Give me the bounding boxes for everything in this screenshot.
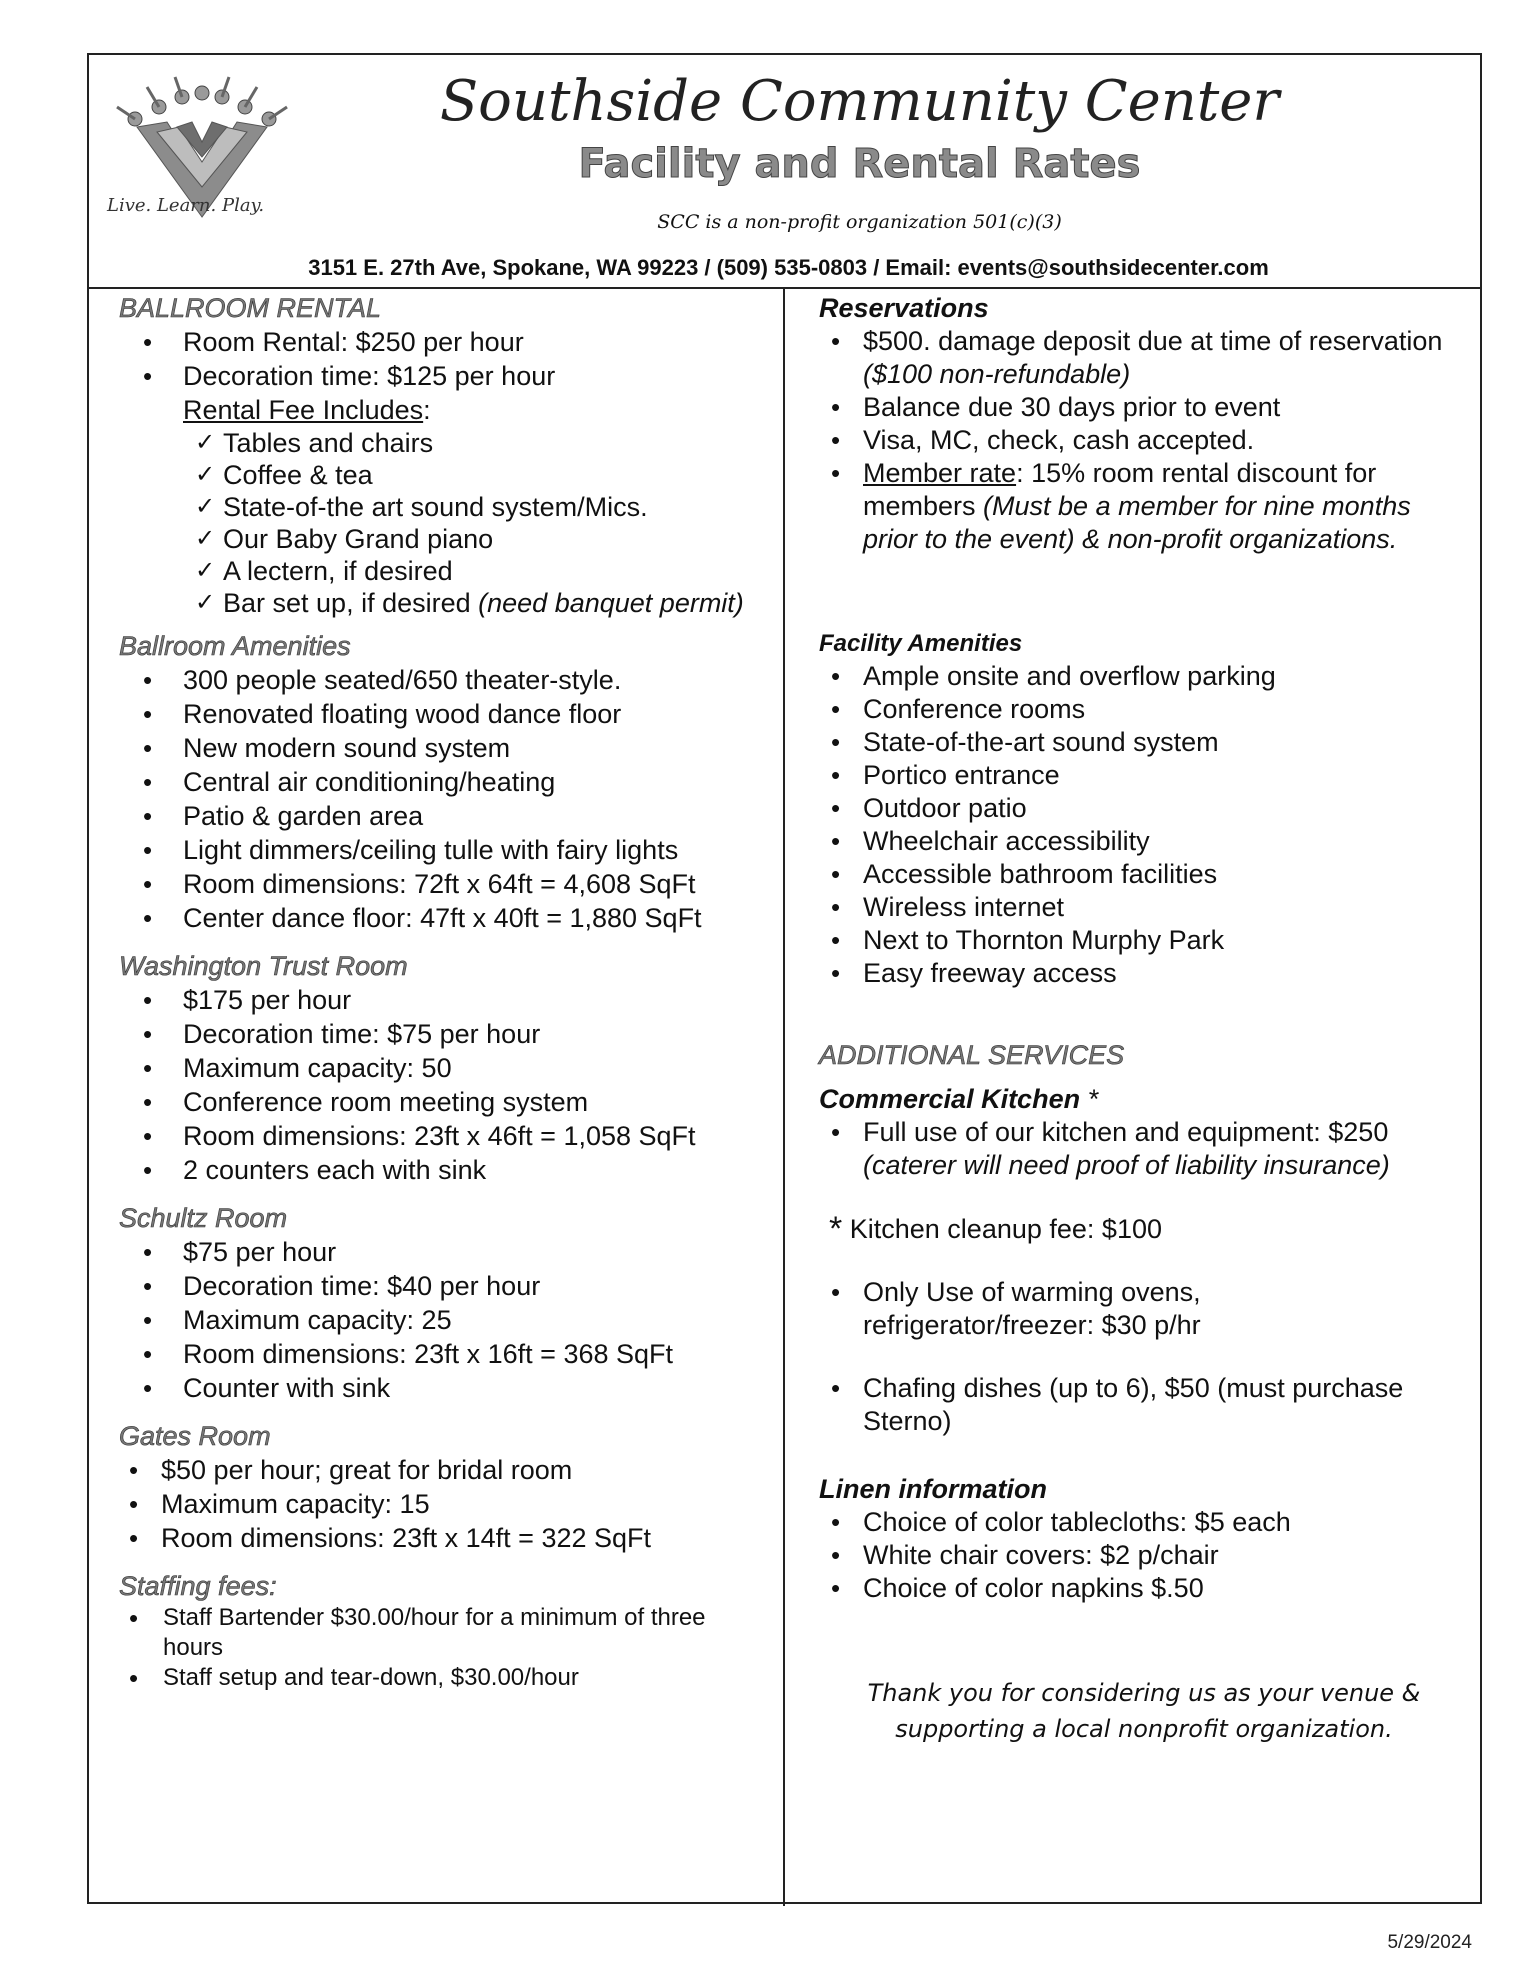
check-item: ✓ Our Baby Grand piano bbox=[119, 523, 779, 555]
thanks-line-2: supporting a local nonprofit organization. bbox=[895, 1715, 1393, 1743]
washington-trust-list bbox=[119, 983, 779, 1187]
reservations-heading: Reservations bbox=[819, 293, 989, 323]
list-item: • $50 per hour; great for bridal room bbox=[119, 1453, 779, 1487]
list-item: • Conference room meeting system bbox=[119, 1085, 779, 1119]
ballroom-amenities-list bbox=[119, 663, 779, 935]
list-item: • Center dance floor: 47ft x 40ft = 1,880 SqFt bbox=[119, 901, 779, 935]
cleanup-text: Kitchen cleanup fee: $100 bbox=[849, 1214, 1162, 1244]
list-item: • Accessible bathroom facilities bbox=[819, 858, 1469, 891]
list-item: • Counter with sink bbox=[119, 1371, 779, 1405]
list-item: • Room Rental: $250 per hour bbox=[119, 325, 779, 359]
list-item: • Decoration time: $75 per hour bbox=[119, 1017, 779, 1051]
list-item: • New modern sound system bbox=[119, 731, 779, 765]
list-item: • Visa, MC, check, cash accepted. bbox=[819, 424, 1469, 457]
kitchen-list bbox=[819, 1116, 1469, 1182]
list-item: • Choice of color napkins $.50 bbox=[819, 1572, 1469, 1605]
list-item: • Patio & garden area bbox=[119, 799, 779, 833]
gates-room-list bbox=[119, 1453, 779, 1555]
deposit-item bbox=[819, 325, 1469, 391]
rental-fee-includes-label bbox=[119, 393, 779, 427]
facility-amenities-heading: Facility Amenities bbox=[819, 630, 1023, 657]
list-item: • Decoration time: $40 per hour bbox=[119, 1269, 779, 1303]
ovens-list bbox=[819, 1276, 1469, 1342]
kitchen-note: (caterer will need proof of liability insurance) bbox=[863, 1150, 1390, 1180]
check-item: ✓ A lectern, if desired bbox=[119, 555, 779, 587]
page-subtitle: Facility and Rental Rates bbox=[578, 141, 1141, 187]
list-item: • Room dimensions: 23ft x 46ft = 1,058 SqFt bbox=[119, 1119, 779, 1153]
list-item: • Portico entrance bbox=[819, 759, 1469, 792]
list-item: • Wheelchair accessibility bbox=[819, 825, 1469, 858]
left-column bbox=[119, 291, 779, 1693]
list-item: • Balance due 30 days prior to event bbox=[819, 391, 1469, 424]
list-item: • Wireless internet bbox=[819, 891, 1469, 924]
member-rate-item bbox=[819, 457, 1469, 556]
list-item: • Ample onsite and overflow parking bbox=[819, 660, 1469, 693]
kitchen-heading-text: Commercial Kitchen bbox=[819, 1084, 1081, 1114]
list-item: • Next to Thornton Murphy Park bbox=[819, 924, 1469, 957]
facility-amenities-list bbox=[819, 660, 1469, 990]
asterisk-icon: * bbox=[1087, 1084, 1099, 1114]
logo-signature: Live. Learn. Play. bbox=[107, 195, 265, 216]
member-rate-label: Member rate bbox=[863, 458, 1017, 488]
list-item: • Room dimensions: 23ft x 16ft = 368 SqFt bbox=[119, 1337, 779, 1371]
list-item: • Room dimensions: 23ft x 14ft = 322 SqFt bbox=[119, 1521, 779, 1555]
linen-heading: Linen information bbox=[819, 1474, 1047, 1504]
list-item: • Central air conditioning/heating bbox=[119, 765, 779, 799]
ballroom-rental-heading: BALLROOM RENTAL bbox=[119, 293, 382, 323]
list-item: • Outdoor patio bbox=[819, 792, 1469, 825]
column-divider bbox=[783, 289, 785, 1906]
check-item: ✓ Tables and chairs bbox=[119, 427, 779, 459]
list-item: • Conference rooms bbox=[819, 693, 1469, 726]
list-item: • Staff Bartender $30.00/hour for a minimum of three hours bbox=[119, 1603, 723, 1663]
list-item: • Maximum capacity: 15 bbox=[119, 1487, 779, 1521]
thanks-line-1: Thank you for considering us as your venue & bbox=[867, 1679, 1421, 1707]
list-item: • Maximum capacity: 50 bbox=[119, 1051, 779, 1085]
member-rate-text: : 15% room rental discount for members bbox=[863, 458, 1377, 521]
schultz-room-heading: Schultz Room bbox=[119, 1203, 288, 1233]
list-item: • 2 counters each with sink bbox=[119, 1153, 779, 1187]
deposit-note: ($100 non-refundable) bbox=[863, 359, 1131, 389]
list-item: • Maximum capacity: 25 bbox=[119, 1303, 779, 1337]
bar-text: Bar set up, if desired bbox=[223, 588, 479, 618]
commercial-kitchen-heading bbox=[819, 1082, 1469, 1116]
check-item: ✓ State-of-the art sound system/Mics. bbox=[119, 491, 779, 523]
rate-sheet-frame bbox=[87, 53, 1482, 1904]
includes-label-colon: : bbox=[423, 395, 431, 425]
rental-includes-list bbox=[119, 427, 779, 619]
list-item: • Easy freeway access bbox=[819, 957, 1469, 990]
cleanup-fee bbox=[819, 1212, 1469, 1246]
list-item: • Room dimensions: 72ft x 64ft = 4,608 SqFt bbox=[119, 867, 779, 901]
schultz-room-list bbox=[119, 1235, 779, 1405]
chafing-list bbox=[819, 1372, 1469, 1438]
bar-note: (need banquet permit) bbox=[478, 588, 744, 618]
additional-services-heading: ADDITIONAL SERVICES bbox=[819, 1040, 1125, 1070]
right-column bbox=[819, 291, 1469, 1747]
header bbox=[89, 55, 1480, 289]
washington-trust-heading: Washington Trust Room bbox=[119, 951, 408, 981]
list-item: • White chair covers: $2 p/chair bbox=[819, 1539, 1469, 1572]
ballroom-rental-list bbox=[119, 325, 779, 393]
check-item-bar bbox=[119, 587, 779, 619]
kitchen-item bbox=[819, 1116, 1469, 1182]
list-item: • Chafing dishes (up to 6), $50 (must purchase Sterno) bbox=[819, 1372, 1469, 1438]
list-item: • $175 per hour bbox=[119, 983, 779, 1017]
list-item: • 300 people seated/650 theater-style. bbox=[119, 663, 779, 697]
staffing-fees-heading: Staffing fees: bbox=[119, 1571, 277, 1601]
list-item: • $75 per hour bbox=[119, 1235, 779, 1269]
asterisk-icon: * bbox=[829, 1210, 843, 1248]
page-title: Southside Community Center bbox=[439, 69, 1280, 134]
member-rate-note: (Must be a member for nine months prior to the event) & non-profit organizations. bbox=[863, 491, 1411, 554]
list-item: • State-of-the-art sound system bbox=[819, 726, 1469, 759]
list-item: • Light dimmers/ceiling tulle with fairy lights bbox=[119, 833, 779, 867]
nonprofit-note: SCC is a non-profit organization 501(c)(3) bbox=[657, 211, 1062, 233]
contact-address: 3151 E. 27th Ave, Spokane, WA 99223 / (509) 535-0803 / Email: events@southsidecenter.com bbox=[308, 255, 1269, 280]
revision-date: 5/29/2024 bbox=[1387, 1932, 1472, 1953]
reservations-list bbox=[819, 325, 1469, 556]
linen-list bbox=[819, 1506, 1469, 1605]
list-item: • Choice of color tablecloths: $5 each bbox=[819, 1506, 1469, 1539]
list-item: • Decoration time: $125 per hour bbox=[119, 359, 779, 393]
kitchen-item-text: Full use of our kitchen and equipment: $250 bbox=[863, 1117, 1389, 1147]
ballroom-amenities-heading: Ballroom Amenities bbox=[119, 631, 351, 661]
thank-you-note bbox=[819, 1675, 1469, 1747]
list-item: • Only Use of warming ovens, refrigerator/freezer: $30 p/hr bbox=[819, 1276, 1303, 1342]
gates-room-heading: Gates Room bbox=[119, 1421, 271, 1451]
deposit-text: $500. damage deposit due at time of reservation bbox=[863, 326, 1443, 356]
staffing-fees-list bbox=[119, 1603, 779, 1693]
includes-label-text: Rental Fee Includes bbox=[183, 395, 424, 425]
list-item: • Staff setup and tear-down, $30.00/hour bbox=[119, 1663, 779, 1693]
check-item: ✓ Coffee & tea bbox=[119, 459, 779, 491]
list-item: • Renovated floating wood dance floor bbox=[119, 697, 779, 731]
